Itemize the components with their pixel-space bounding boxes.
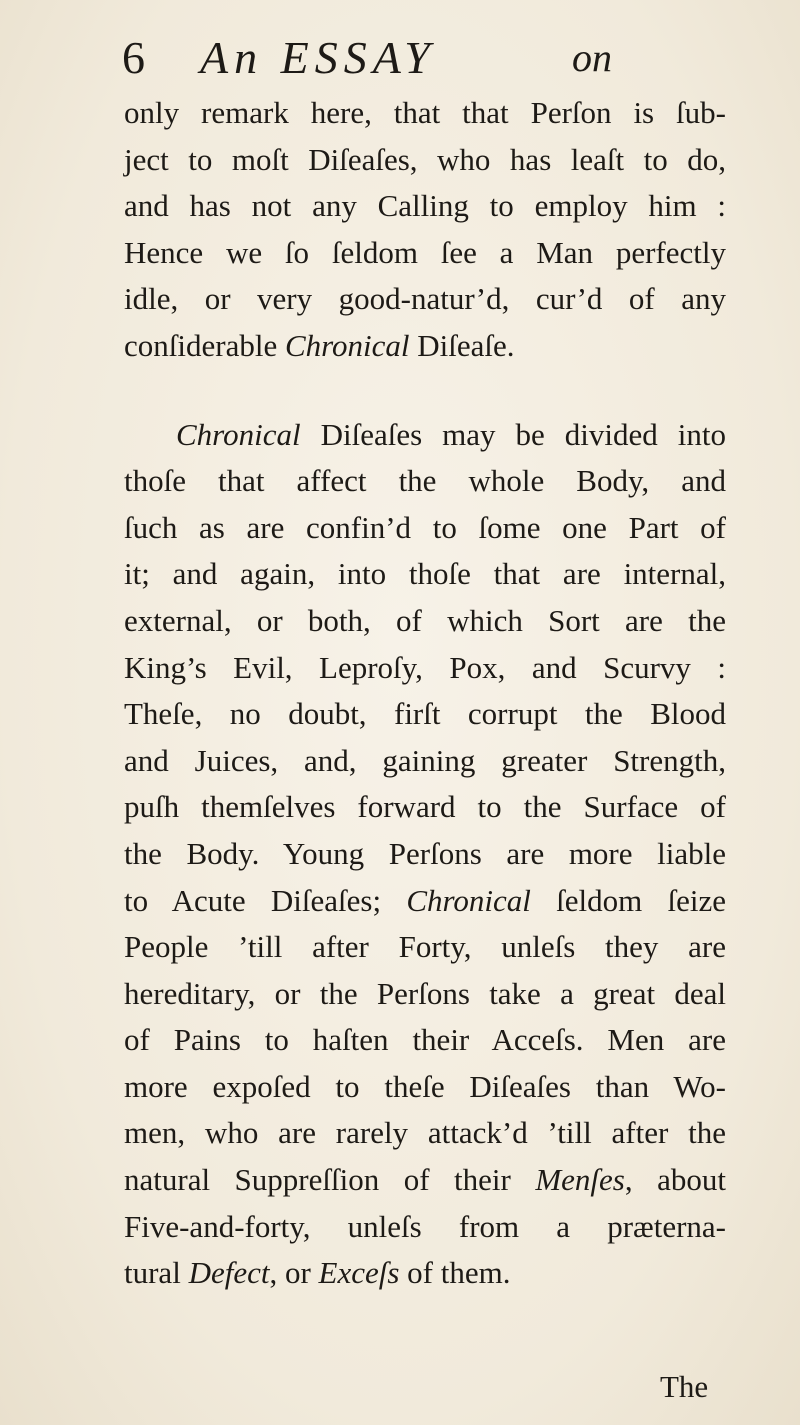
text-line: of Pains to haſten their Acceſs. Men are xyxy=(124,1022,726,1058)
text-line: Hence we ſo ſeldom ſee a Man perfectly xyxy=(124,234,726,270)
text-line: hereditary, or the Perſons take a great deal xyxy=(124,975,726,1011)
text-line: People ’till after Forty, unleſs they are xyxy=(124,929,726,965)
running-title-suffix: on xyxy=(572,35,612,80)
page-number: 6 xyxy=(122,32,145,83)
running-title: An ESSAY xyxy=(200,32,436,83)
text-line: it; and again, into thoſe that are internal, xyxy=(124,556,726,592)
text-line: natural Suppreſſion of their Menſes, about xyxy=(124,1162,726,1198)
text-line: thoſe that affect the whole Body, and xyxy=(124,463,726,499)
text-line: King’s Evil, Leproſy, Pox, and Scurvy : xyxy=(124,649,726,685)
text-line: to Acute Diſeaſes; Chronical ſeldom ſeize xyxy=(124,882,726,918)
running-header xyxy=(122,28,682,88)
text-line: men, who are rarely attack’d ’till after the xyxy=(124,1115,726,1151)
paragraph-gap xyxy=(124,370,726,412)
text-line: more expoſed to theſe Diſeaſes than Wo- xyxy=(124,1068,726,1104)
text-line: ſuch as are confin’d to ſome one Part of xyxy=(124,509,726,545)
text-line: the Body. Young Perſons are more liable xyxy=(124,835,726,871)
text-line: and Juices, and, gaining greater Strength, xyxy=(124,742,726,778)
text-line: Five-and-forty, unleſs from a præterna- xyxy=(124,1208,726,1244)
text-line: ject to moſt Diſeaſes, who has leaſt to do, xyxy=(124,141,726,177)
text-line: tural Defect, or Exceſs of them. xyxy=(124,1255,511,1291)
text-line: Chronical Diſeaſes may be divided into xyxy=(176,416,726,452)
text-line: conſiderable Chronical Diſeaſe. xyxy=(124,327,515,363)
text-line: and has not any Calling to employ him : xyxy=(124,188,726,224)
paragraph-1 xyxy=(124,90,726,370)
paragraph-2 xyxy=(124,412,726,1297)
body-text xyxy=(124,90,726,1297)
text-line: Theſe, no doubt, firſt corrupt the Blood xyxy=(124,696,726,732)
text-line: puſh themſelves forward to the Surface of xyxy=(124,789,726,825)
catchword: The xyxy=(660,1369,709,1404)
text-line: only remark here, that that Perſon is ſub- xyxy=(124,95,726,130)
text-line: external, or both, of which Sort are the xyxy=(124,602,726,638)
text-line: idle, or very good-natur’d, cur’d of any xyxy=(124,281,726,317)
